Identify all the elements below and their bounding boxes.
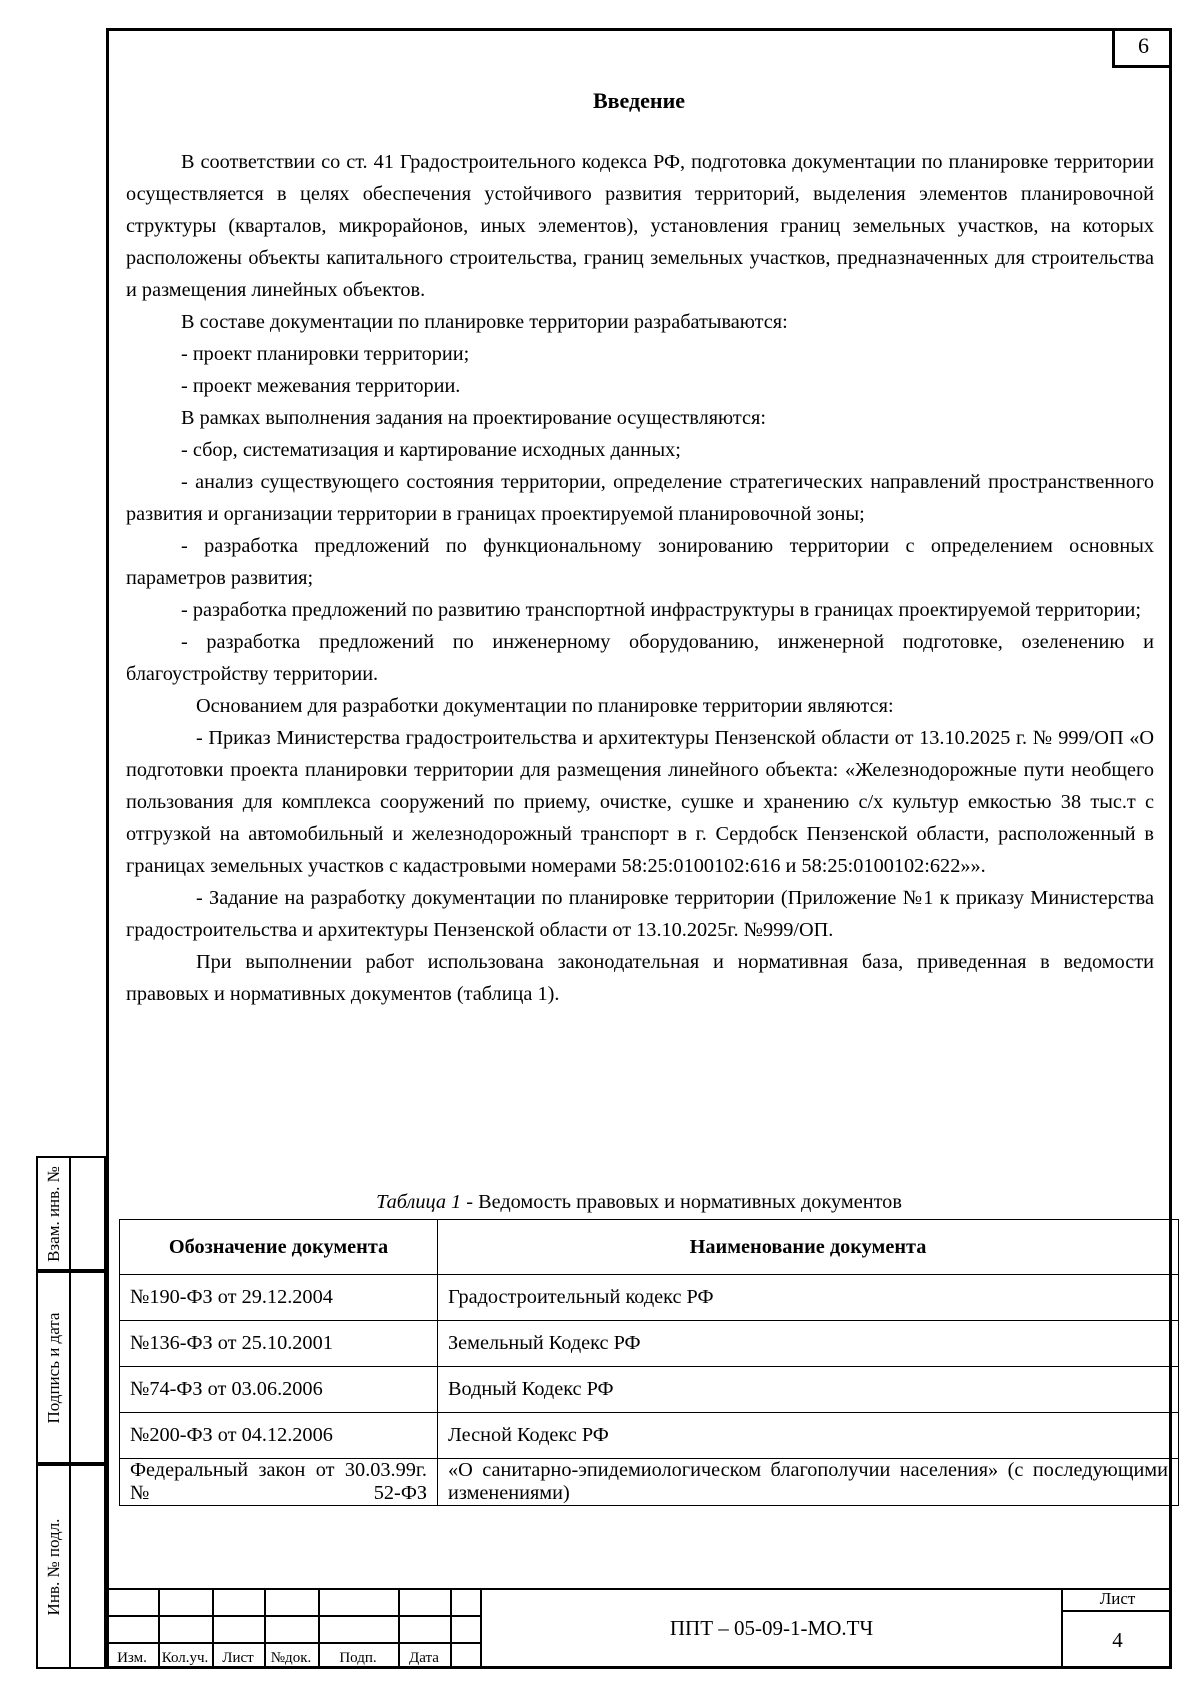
- paragraph: - разработка предложений по развитию транспортной инфраструктуры в границах проектируемой территории;: [181, 599, 1142, 621]
- side-stamp-signature-date: [36, 1271, 106, 1464]
- stamp-label-count: Кол.уч.: [161, 1650, 209, 1666]
- section-title: Введение: [592, 88, 686, 113]
- document-name-cell: Градостроительный кодекс РФ: [438, 1275, 1179, 1321]
- paragraph: - разработка предложений по инженерному оборудованию, инженерной подготовке, озеленению и благоустройству территории.: [126, 631, 1154, 685]
- paragraph: - анализ существующего состояния территории, определение стратегических направлений пространственного развития и организации территории в границах проектируемой планировочной зоны;: [126, 471, 1154, 525]
- document-designation-cell: №190-ФЗ от 29.12.2004: [120, 1275, 438, 1321]
- stamp-label-sheet: Лист: [222, 1650, 254, 1666]
- document-name-cell: Лесной Кодекс РФ: [438, 1413, 1179, 1459]
- documents-table: [119, 1219, 1179, 1506]
- table-row: [120, 1321, 1179, 1367]
- document-name-cell: «О санитарно-эпидемиологическом благополучии населения» (с последующими изменениями): [438, 1459, 1179, 1506]
- column-header-designation: Обозначение документа: [120, 1220, 438, 1275]
- sheet-number: 4: [1112, 1628, 1123, 1652]
- document-code: ППТ – 05-09-1-МО.ТЧ: [669, 1616, 874, 1640]
- side-label-original-inv: Инв. № подл.: [43, 1518, 63, 1615]
- stamp-label-date: Дата: [409, 1650, 439, 1666]
- stamp-label-doc-no: №док.: [270, 1650, 312, 1666]
- table-caption-text: - Ведомость правовых и нормативных документов: [461, 1191, 902, 1213]
- paragraph: - сбор, систематизация и картирование исходных данных;: [181, 439, 681, 461]
- stamp-label-signature: Подп.: [339, 1650, 377, 1666]
- table-header-row: [120, 1220, 1179, 1275]
- table-row: [120, 1413, 1179, 1459]
- paragraph: - проект межевания территории.: [181, 375, 461, 397]
- document-name-cell: Водный Кодекс РФ: [438, 1367, 1179, 1413]
- paragraph: - разработка предложений по функциональному зонированию территории с определением основных параметров развития;: [126, 535, 1154, 589]
- document-designation-cell: Федеральный закон от 30.03.99г. № 52-ФЗ: [120, 1459, 438, 1506]
- table-row: [120, 1459, 1179, 1506]
- paragraph: - проект планировки территории;: [181, 343, 470, 365]
- document-designation-cell: №136-ФЗ от 25.10.2001: [120, 1321, 438, 1367]
- paragraph: - Приказ Министерства градостроительства и архитектуры Пензенской области от 13.10.2025 г. № 999/ОП «О подготовки проекта планировки территории для размещения линейного объекта: «Железнодорожные пути необщего пользования для комплекса сооружений по приему, очистке, сушке и хранению с/х культур емкостью 38 тыс.т с отгрузкой на автомобильный и железнодорожный транспорт в г. Сердобск Пензенской области, расположенный в границах земельных участков с кадастровыми номерами 58:25:0100102:616 и 58:25:0100102:622»».: [126, 727, 1154, 877]
- page-number: 6: [1112, 28, 1172, 68]
- table-row: [120, 1275, 1179, 1321]
- stamp-label-change: Изм.: [117, 1650, 147, 1666]
- side-stamp-replaced-inv: [36, 1156, 106, 1271]
- table-row: [120, 1367, 1179, 1413]
- side-label-replaced-inv: Взам. инв. №: [43, 1165, 63, 1262]
- document-designation-cell: №74-ФЗ от 03.06.2006: [120, 1367, 438, 1413]
- table-caption: [106, 1187, 1172, 1217]
- sheet-label: Лист: [1099, 1589, 1136, 1608]
- side-label-signature-date: Подпись и дата: [43, 1312, 63, 1423]
- title-block: [106, 1588, 1172, 1669]
- paragraph: При выполнении работ использована законодательная и нормативная база, приведенная в ведомости правовых и нормативных документов (таблица 1).: [126, 951, 1154, 1005]
- document-name-cell: Земельный Кодекс РФ: [438, 1321, 1179, 1367]
- paragraph: В соответствии со ст. 41 Градостроительного кодекса РФ, подготовка документации по планировке территории осуществляется в целях обеспечения устойчивого развития территорий, выделения элементов планировочной структуры (кварталов, микрорайонов, иных элементов), установления границ земельных участков, на которых расположены объекты капитального строительства, границ земельных участков, предназначенных для строительства и размещения линейных объектов.: [126, 151, 1154, 301]
- column-header-name: Наименование документа: [438, 1220, 1179, 1275]
- paragraph: В составе документации по планировке территории разрабатываются:: [181, 311, 788, 333]
- body-text: [126, 146, 1154, 1010]
- paragraph: Основанием для разработки документации по планировке территории являются:: [196, 695, 894, 717]
- side-stamp-original-inv: [36, 1464, 106, 1669]
- table-caption-number: Таблица 1: [376, 1191, 462, 1213]
- document-designation-cell: №200-ФЗ от 04.12.2006: [120, 1413, 438, 1459]
- paragraph: - Задание на разработку документации по планировке территории (Приложение №1 к приказу Министерства градостроительства и архитектуры Пензенской области от 13.10.2025г. №999/ОП.: [126, 887, 1154, 941]
- paragraph: В рамках выполнения задания на проектирование осуществляются:: [181, 407, 766, 429]
